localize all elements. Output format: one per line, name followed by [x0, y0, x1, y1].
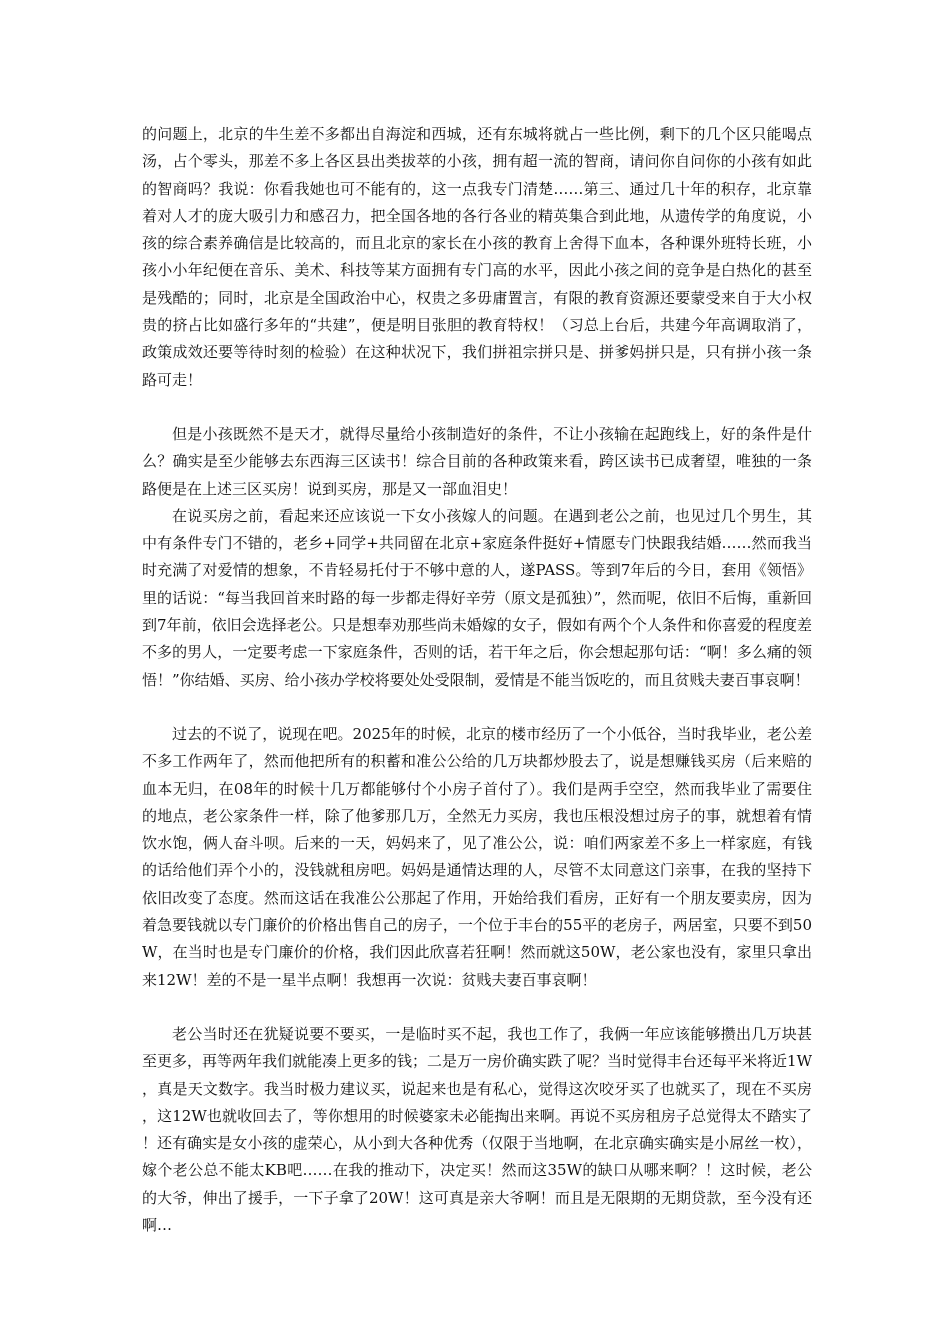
- paragraph-1: 的问题上，北京的牛生差不多都出自海淀和西城，还有东城将就占一些比例，剩下的几个区只能喝点汤，占个零头，那差不多上各区县出类拔萃的小孩，拥有超一流的智商，请问你自问你的小孩有如此的智商吗？我说：你看我她也可不能有的，这一点我专门清楚……第三、通过几十年的积存，北京靠着对人才的庞大吸引力和感召力，把全国各地的各行各业的精英集合到此地，从遗传学的角度说，小孩的综合素养确信是比较高的，而且北京的家长在小孩的教育上舍得下血本，各种课外班特长班，小孩小小年纪便在音乐、美术、科技等某方面拥有专门高的水平，因此小孩之间的竞争是白热化的甚至是残酷的；同时，北京是全国政治中心，权贵之多毋庸置言，有限的教育资源还要蒙受来自于大小权贵的挤占比如盛行多年的“共建”，便是明目张胆的教育特权！（习总上台后，共建今年高调取消了，政策成效还要等待时刻的检验）在这种状况下，我们拼祖宗拼只是、拼爹妈拼只是，只有拼小孩一条路可走！: [142, 125, 812, 389]
- paragraph-4: 过去的不说了，说现在吧。2025年的时候，北京的楼市经历了一个小低谷，当时我毕业，老公差不多工作两年了，然而他把所有的积蓄和准公公给的几万块都炒股去了，说是想赚钱买房（后来赔的血本无归，在08年的时候十几万都能够付个小房子首付了）。我们是两手空空，然而我毕业了需要住的地点，老公家条件一样，除了他爹那几万，全然无力买房，我也压根没想过房子的事，就想着有情饮水饱，俩人奋斗呗。后来的一天，妈妈来了，见了准公公，说：咱们两家差不多上一样家庭，有钱的话给他们弄个小的，没钱就租房吧。妈妈是通情达理的人，尽管不太同意这门亲事，在我的坚持下依旧改变了态度。然而这话在我准公公那起了作用，开始给我们看房，正好有一个朋友要卖房，因为着急要钱就以专门廉价的价格出售自己的房子，一个位于丰台的55平的老房子，两居室，只要不到50W，在当时也是专门廉价的价格，我们因此欣喜若狂啊！然而就这50W，老公家也没有，家里只拿出来12W！差的不是一星半点啊！我想再一次说：贫贱夫妻百事哀啊！: [142, 724, 812, 989]
- document-page: [142, 121, 812, 1239]
- paragraph-5: 老公当时还在犹疑说要不要买，一是临时买不起，我也工作了，我俩一年应该能够攒出几万块甚至更多，再等两年我们就能凑上更多的钱；二是万一房价确实跌了呢？当时觉得丰台还每平米将近1W，真是天文数字。我当时极力建议买，说起来也是有私心，觉得这次咬牙买了也就买了，现在不买房，这12W也就收回去了，等你想用的时候婆家未必能掏出来啊。再说不买房租房子总觉得太不踏实了！还有确实是女小孩的虚荣心，从小到大各种优秀（仅限于当地啊，在北京确实确实是小屌丝一枚），嫁个老公总不能太KB吧……在我的推动下，决定买！然而这35W的缺口从哪来啊？！这时候，老公的大爷，伸出了援手，一下子拿了20W！这可真是亲大爷啊！而且是无限期的无期贷款，至今没有还啊…: [142, 1024, 812, 1234]
- paragraph-3: 在说买房之前，看起来还应该说一下女小孩嫁人的问题。在遇到老公之前，也见过几个男生，其中有条件专门不错的，老乡+同学+共同留在北京+家庭条件挺好+情愿专门快跟我结婚……然而我当时充满了对爱情的想象，不肯轻易托付于不够中意的人，遂PASS。等到7年后的今日，套用《领悟》里的话说：“每当我回首来时路的每一步都走得好辛劳（原文是孤独）”，然而呢，依旧不后悔，重新回到7年前，依旧会选择老公。只是想奉劝那些尚未婚嫁的女子，假如有两个个人条件和你喜爱的程度差不多的男人，一定要考虑一下家庭条件，否则的话，若干年之后，你会想起那句话：“啊！多么痛的领悟！”你结婚、买房、给小孩办学校将要处处受限制，爱情是不能当饭吃的，而且贫贱夫妻百事哀啊！: [142, 506, 812, 689]
- paragraph-2: 但是小孩既然不是天才，就得尽量给小孩制造好的条件，不让小孩输在起跑线上，好的条件是什么？确实是至少能够去东西海三区读书！综合目前的各种政策来看，跨区读书已成奢望，唯独的一条路便是在上述三区买房！说到买房，那是又一部血泪史！: [142, 424, 812, 498]
